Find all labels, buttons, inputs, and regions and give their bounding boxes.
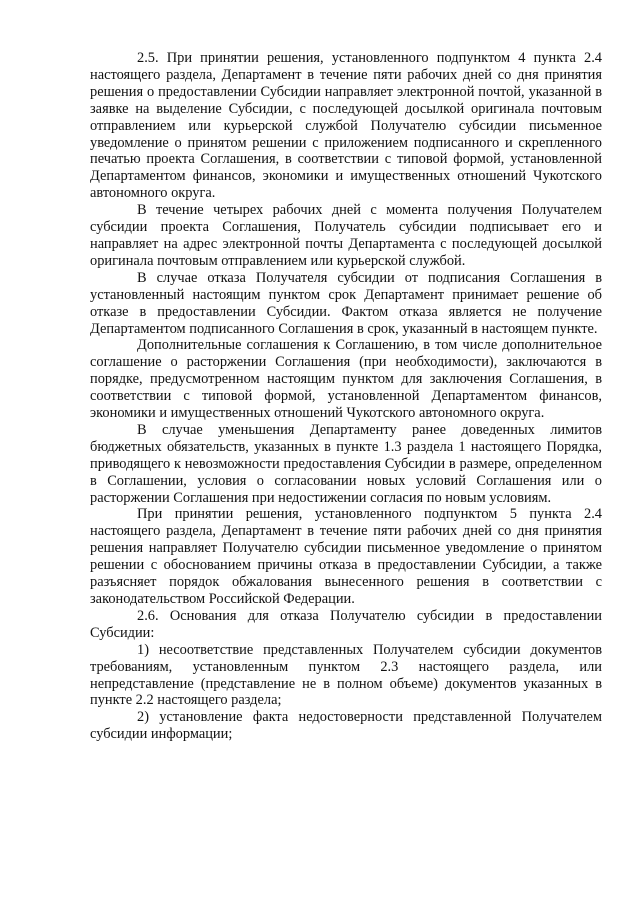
paragraph-limits-reduction: В случае уменьшения Департаменту ранее доведенных лимитов бюджетных обязательств, указанных в пункте 1.3 раздела 1 настоящего Порядка, приводящего к невозможности предоставления Субсидии в размере, определенном в Соглашении, условия о согласовании новых условий Соглашения или о расторжении Соглашения при недостижении согласия по новым условиям. <box>90 421 602 506</box>
paragraph-2-5: 2.5. При принятии решения, установленного подпунктом 4 пункта 2.4 настоящего раздела, Департамент в течение пяти рабочих дней со дня принятия решения о предоставлении Субсидии направляет электронной почтой, указанной в заявке на выделение Субсидии, с последующей досылкой оригинала почтовым отправлением или курьерской службой Получателю субсидии письменное уведомление о принятом решении с приложением подписанного и скрепленного печатью проекта Соглашения, в соответствии с типовой формой, установленной Департаментом финансов, экономики и имущественных отношений Чукотского автономного округа. <box>90 50 602 202</box>
list-item-1: 1) несоответствие представленных Получателем субсидии документов требованиям, установленным пунктом 2.3 настоящего раздела, или непредставление (представление не в полном объеме) документов указанных в пункте 2.2 настоящего раздела; <box>90 641 602 709</box>
paragraph-refusal-to-sign: В случае отказа Получателя субсидии от подписания Соглашения в установленный настоящим пунктом срок Департамент принимает решение об отказе в предоставлении Субсидии. Фактом отказа является не получение Департаментом подписанного Соглашения в срок, указанный в настоящем пункте. <box>90 269 602 337</box>
paragraph-additional-agreements: Дополнительные соглашения к Соглашению, в том числе дополнительное соглашение о расторжении Соглашения (при необходимости), заключаются в порядке, предусмотренном настоящим пунктом для заключения Соглашения, в соответствии с типовой формой, установленной Департаментом финансов, экономики и имущественных отношений Чукотского автономного округа. <box>90 337 602 422</box>
paragraph-signing-period: В течение четырех рабочих дней с момента получения Получателем субсидии проекта Соглашения, Получатель субсидии подписывает его и направляет на адрес электронной почты Департамента с последующей досылкой оригинала почтовым отправлением или курьерской службой. <box>90 202 602 269</box>
paragraph-refusal-notification: При принятии решения, установленного подпунктом 5 пункта 2.4 настоящего раздела, Департамент в течение пяти рабочих дней со дня принятия решения направляет Получателю субсидии письменное уведомление о принятом решении с обоснованием причины отказа в предоставлении Субсидии, а также разъясняет порядок обжалования вынесенного решения в соответствии с законодательством Российской Федерации. <box>90 506 602 607</box>
paragraph-2-6: 2.6. Основания для отказа Получателю субсидии в предоставлении Субсидии: <box>90 607 602 641</box>
list-item-2: 2) установление факта недостоверности представленной Получателем субсидии информации; <box>90 709 602 743</box>
document-page <box>90 50 602 743</box>
